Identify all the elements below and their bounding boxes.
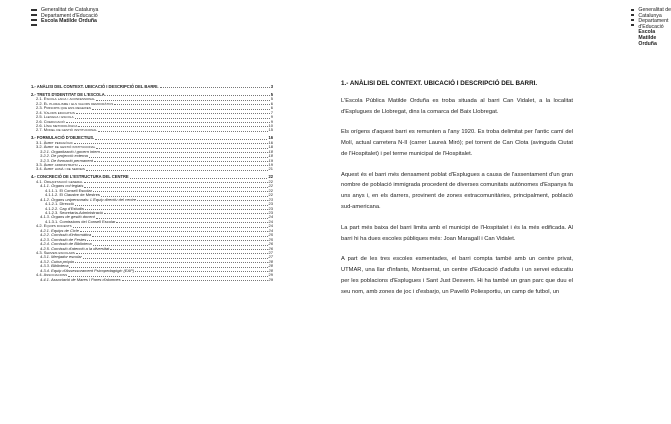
toc-entry-title: 4.3.4. Equip d'Assessorament Psicopedagògic (EAP) (40, 267, 135, 273)
toc-entry-page: 27 (268, 254, 273, 260)
toc-leader-dots (93, 191, 268, 192)
toc-entry-title: 4.2.2. Comissió d'informàtica (40, 232, 92, 238)
paragraph: Aquest és el barri més densament poblat d'Esplugues a causa de l'assentament d'un gran nombre de població immigrada procedent de diverses comunitats autònomes d'Espanya fa uns anys i, en els darrers, provinent de zones extracomunitàries, principalment, població sud-americana. (341, 171, 573, 211)
toc-entry-page: 16 (268, 139, 273, 145)
toc-entry-page: 23 (268, 201, 273, 207)
toc-leader-dots (79, 165, 268, 166)
toc-entry-title: 4.1.2.2. Cap d'Estudis (45, 205, 85, 211)
header-line-1: Generalitat de Catalunya (41, 7, 99, 13)
toc-entry-page: 22 (268, 192, 273, 198)
toc-entry-page: 6 (270, 105, 273, 111)
toc-entry-title: 4.1.2.1. Direcció (45, 201, 74, 207)
toc-leader-dots (76, 253, 268, 254)
toc-entry-title: 4.1.1.1. El Consell Escolar (45, 187, 92, 193)
toc-entry-title: 2.3. Principis que ens regeixen (36, 105, 91, 111)
toc-entry-title: 2.2. El pluralisme i els valors democràtics (36, 100, 114, 106)
toc-entry-page: 25 (268, 232, 273, 238)
generalitat-logo-icon (631, 9, 634, 26)
toc-leader-dots (85, 209, 268, 210)
header-line-2: Departament d'Educació (638, 18, 669, 30)
header-line-3: Escola Matilde Orduña (41, 18, 97, 25)
toc-leader-dots (78, 126, 267, 127)
paragraph: Els orígens d'aquest barri es remunten a l'any 1920. Es troba delimitat per l'antic camí del Molí, actual carretera N-II (carrer Laureà Miró); pel torrent de Can Clota (avinguda Ciutat de l'Hospitalet) i pel terme municipal de l'Hospitalet. (341, 129, 573, 158)
toc-leader-dots (135, 271, 267, 272)
toc-entry-title: 4.1.2.3. Secretaria-Administració (45, 209, 104, 215)
toc-entry-page: 25 (268, 236, 273, 242)
header-line-1: Generalitat de Catalunya (638, 7, 671, 19)
toc-entry[interactable] (31, 167, 273, 171)
toc-leader-dots (101, 152, 268, 153)
toc-leader-dots (75, 205, 268, 206)
paragraph: La part més baixa del barri limita amb el municipi de l'Hospitalet i és la més edificada. Al barri hi ha dues escoles públiques més: Joan Maragall i Can Vidalet. (341, 224, 573, 242)
toc-entry-page: 23 (268, 205, 273, 211)
toc-entry-page: 6 (270, 100, 273, 106)
toc-entry-page: 22 (268, 174, 273, 180)
toc-entry-page: 24 (268, 223, 273, 229)
toc-entry-page: 27 (268, 250, 273, 256)
toc-leader-dots (84, 182, 268, 183)
toc-leader-dots (87, 240, 267, 241)
section-title: 1.- ANÀLISI DEL CONTEXT. UBICACIÓ I DESCRIPCIÓ DEL BARRI. (341, 80, 538, 87)
toc-leader-dots (110, 249, 267, 250)
toc-leader-dots (84, 187, 267, 188)
toc-entry-page: 24 (268, 214, 273, 220)
toc-entry-page: 28 (268, 263, 273, 269)
toc-entry-title: 4.2.4. Comissió de Biblioteca (40, 241, 92, 247)
toc-entry-page: 24 (268, 227, 273, 233)
toc-entry-title: 4.1. Organització general (36, 178, 83, 184)
toc-entry-title: 2.5. Llengua i escola (36, 114, 74, 120)
toc-leader-dots (92, 109, 270, 110)
toc-leader-dots (86, 170, 268, 171)
toc-entry-title: 3.2.3. De formació permanent (40, 157, 93, 163)
toc-leader-dots (66, 122, 270, 123)
toc-leader-dots (80, 231, 268, 232)
paragraph: A part de les tres escoles esmentades, el barri compta també amb un centre privat, UTMAR, una llar d'infants, Montserrat, un centre d'Educació d'adults i un servei educatiu per les poblacions d'Esplugues i Sant Just Desvern. Hi ha també un gran parc que duu el seu nom, amb zones de joc i d'esbarjo, un Pavelló Poliesportiu, un camp de futbol, un (341, 255, 573, 295)
toc-leader-dots (74, 143, 268, 144)
toc-entry-page: 5 (270, 96, 273, 102)
toc-leader-dots (96, 218, 268, 219)
toc-leader-dots (92, 236, 267, 237)
toc-leader-dots (104, 213, 268, 214)
toc-entry-title: 3.4. Àmbit humà i de serveis (36, 166, 85, 172)
toc-entry-title: 3.2.2. De projecció externa (40, 153, 88, 159)
toc-entry-page: 16 (268, 135, 273, 141)
toc-leader-dots (83, 258, 268, 259)
toc-entry-page: 7 (270, 109, 273, 115)
toc-entry-title: 2.7. Model de gestió institucional (36, 127, 97, 133)
toc-entry-page: 19 (268, 162, 273, 168)
toc-entry-title: 2.6. Coeducació (36, 118, 65, 124)
toc-entry-page: 19 (268, 157, 273, 163)
toc-entry-page: 18 (268, 148, 273, 154)
toc-entry-title: 4.1.1. Òrgans col·legiats (40, 183, 84, 189)
toc-entry-title: 2.- TRETS D'IDENTITAT DE L'ESCOLA. (31, 91, 106, 97)
table-of-contents (31, 85, 273, 282)
toc-entry[interactable] (31, 128, 273, 132)
toc-leader-dots (137, 200, 267, 201)
toc-entry-page: 29 (268, 276, 273, 282)
header-line-3: Escola Matilde Orduña (638, 29, 657, 47)
toc-entry-title: 4.2. Equips docents (36, 223, 72, 229)
header-text (638, 8, 671, 47)
toc-entry-title: 4.3.2. Cuina pròpia (40, 258, 74, 264)
toc-entry-title: 2.6. Línia metodològica (36, 123, 78, 129)
toc-entry-page: 28 (268, 258, 273, 264)
toc-entry-title: 4.2.3. Comissió de Festes (40, 236, 87, 242)
toc-leader-dots (98, 131, 268, 132)
toc-entry-title: 1.- ANÀLISI DEL CONTEXT. UBICACIÓ I DESCRIPCIÓ DEL BARRI. (31, 84, 159, 89)
toc-leader-dots (107, 95, 270, 96)
toc-leader-dots (75, 262, 268, 263)
toc-entry-title: 4.3.1. Menjador escolar (40, 254, 82, 260)
toc-leader-dots (76, 113, 270, 114)
toc-entry-title: 3.- FORMULACIÓ D'OBJECTIUS. (31, 135, 95, 141)
generalitat-logo-icon (31, 9, 37, 26)
toc-leader-dots (122, 280, 268, 281)
toc-entry-title: 3.2. Àmbit de gestió institucional (36, 144, 96, 150)
page-header (631, 8, 671, 47)
toc-entry-title: 4.- CONCRECIÓ DE L'ESTRUCTURA DEL CENTRE (31, 174, 129, 180)
toc-entry-page: 22 (268, 178, 273, 184)
toc-leader-dots (94, 161, 268, 162)
toc-entry-title: 4.4. Associacions (36, 272, 68, 278)
toc-entry-title: 2.1. Escola laica i aconfessional (36, 96, 95, 102)
toc-entry-page: 23 (268, 196, 273, 202)
toc-entry-page: 26 (268, 241, 273, 247)
toc-entry-page: 10 (268, 123, 273, 129)
toc-leader-dots (75, 118, 270, 119)
toc-leader-dots (96, 148, 267, 149)
toc-entry-title: 3.3. Àmbit administratiu (36, 162, 78, 168)
toc-leader-dots (73, 227, 268, 228)
toc-entry-page: 18 (268, 144, 273, 150)
toc-entry-title: 4.1.1.2. El Claustre de Mestres (45, 192, 100, 198)
toc-leader-dots (93, 245, 268, 246)
toc-entry-title: 4.3. Serveis escolars (36, 250, 75, 256)
toc-entry-page: 24 (268, 218, 273, 224)
toc-entry-page: 18 (268, 153, 273, 159)
toc-entry-title: 3.1. Àmbit pedagògic (36, 139, 73, 145)
toc-entry-title: 4.1.2. Òrgans unipersonals: L'Equip directiu del centre (40, 196, 137, 202)
header-line-2: Departament d'Educació (41, 12, 98, 19)
toc-entry-page: 28 (268, 267, 273, 273)
toc-entry-title: 4.2.5. Comissió d'atenció a la diversitat (40, 245, 110, 251)
toc-leader-dots (96, 100, 270, 101)
toc-leader-dots (114, 104, 269, 105)
toc-entry-title: 4.1.3.1. Comissions del Consell Escolar (45, 218, 116, 224)
toc-entry-page: 15 (268, 127, 273, 133)
toc-leader-dots (116, 222, 267, 223)
toc-entry-title: 3.2.1. Organització i govern intern (40, 148, 101, 154)
toc-entry-page: 9 (270, 118, 273, 124)
toc-leader-dots (160, 87, 270, 88)
toc-entry-page: 23 (268, 209, 273, 215)
toc-entry-title: 4.2.1. Equips de Cicle (40, 227, 79, 233)
toc-entry-title: 4.3.3. Biblioteca (40, 263, 69, 269)
toc-entry-title: 4.1.3. Òrgans de gestió docent (40, 214, 95, 220)
toc-entry-title: 2.4. Valors educatius (36, 109, 75, 115)
toc-entry-page: 21 (268, 166, 273, 172)
toc-entry-page: 9 (270, 114, 273, 120)
header-text (41, 8, 98, 25)
toc-entry-page: 29 (268, 272, 273, 278)
toc-entry-page: 22 (268, 183, 273, 189)
paragraph: L'Escola Pública Matilde Orduña es troba situada al barri Can Vidalet, a la localitat d'Esplugues de Llobregat, dins la comarca del Baix Llobregat. (341, 98, 573, 115)
toc-leader-dots (130, 178, 268, 179)
toc-entry-page: 5 (270, 91, 273, 97)
toc-leader-dots (89, 157, 268, 158)
page-header (31, 8, 98, 26)
section-content (341, 80, 573, 307)
toc-leader-dots (95, 139, 267, 140)
toc-entry[interactable] (31, 85, 273, 89)
toc-entry-page: 22 (268, 187, 273, 193)
left-page (0, 0, 300, 424)
toc-entry[interactable] (31, 278, 273, 282)
toc-entry-page: 3 (270, 84, 273, 89)
toc-entry-title: 4.4.1. Associació de Mares i Pares d'alumnes (40, 276, 121, 282)
toc-entry-page: 26 (268, 245, 273, 251)
